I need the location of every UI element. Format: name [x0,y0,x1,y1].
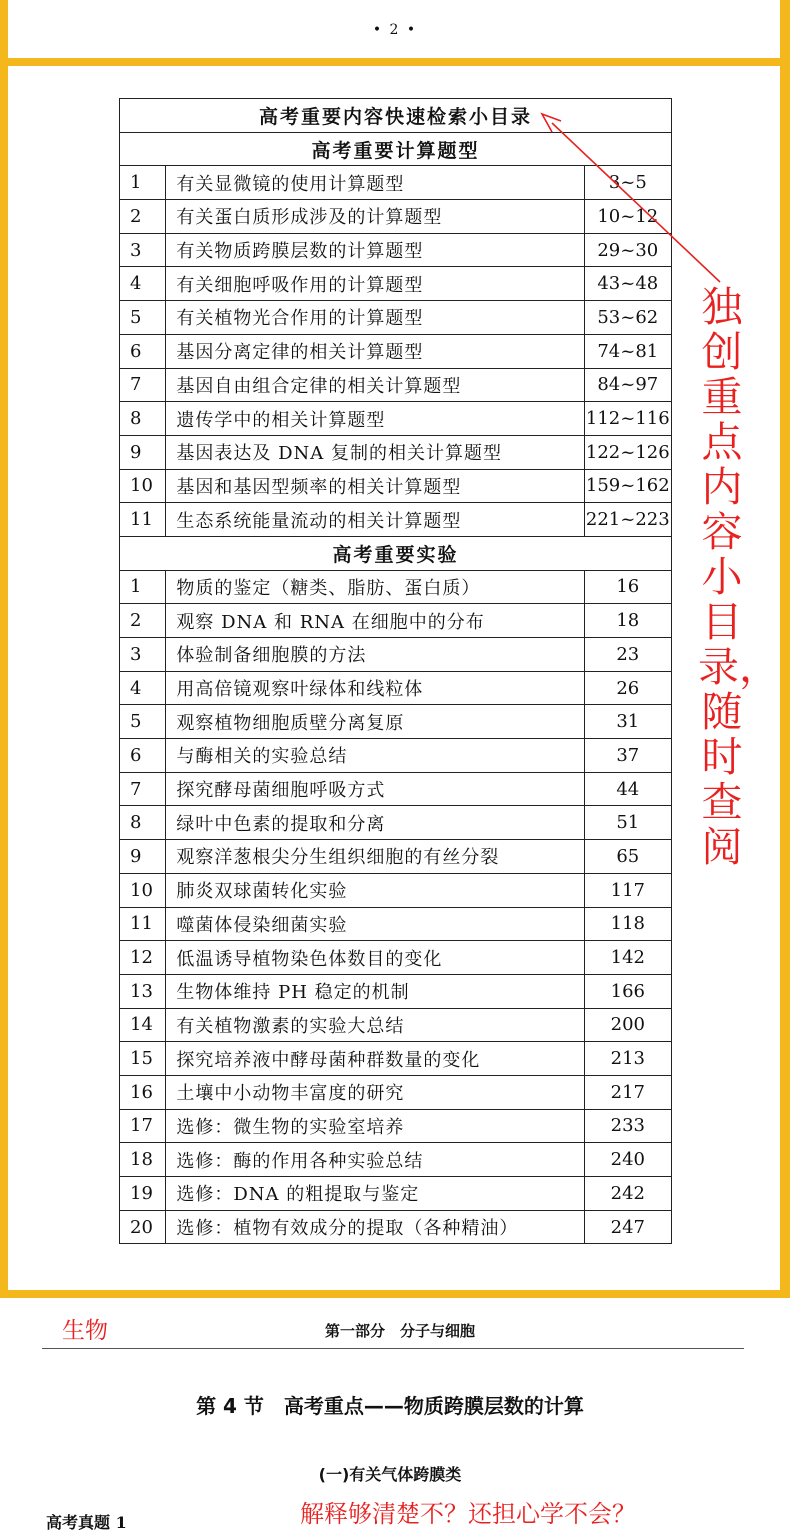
toc-item-page: 16 [584,570,671,604]
toc-item-page: 213 [584,1042,671,1076]
toc-item-title: 生物体维持 PH 稳定的机制 [166,974,584,1008]
toc-item-title: 低温诱导植物染色体数目的变化 [166,941,584,975]
toc-item-number: 7 [120,772,166,806]
toc-item-number: 1 [120,166,166,200]
toc-item-page: 159~162 [584,469,671,503]
toc-item-page: 166 [584,974,671,1008]
toc-item-title: 观察洋葱根尖分生组织细胞的有丝分裂 [166,840,584,874]
toc-item-page: 217 [584,1075,671,1109]
toc-item-number: 9 [120,840,166,874]
toc-item-number: 9 [120,435,166,469]
toc-item-number: 3 [120,233,166,267]
header-rule [42,1348,744,1349]
toc-item-title: 体验制备细胞膜的方法 [166,638,584,672]
toc-item-title: 肺炎双球菌转化实验 [166,873,584,907]
toc-item-number: 13 [120,974,166,1008]
toc-item-page: 242 [584,1177,671,1211]
toc-item-title: 选修：DNA 的粗提取与鉴定 [166,1177,584,1211]
toc-item-number: 19 [120,1177,166,1211]
toc-item-title: 用高倍镜观察叶绿体和线粒体 [166,671,584,705]
toc-item-number: 17 [120,1109,166,1143]
toc-item-page: 18 [584,604,671,638]
toc-item-number: 4 [120,671,166,705]
toc-item-title: 选修：酶的作用各种实验总结 [166,1143,584,1177]
toc-item-title: 探究培养液中酵母菌种群数量的变化 [166,1042,584,1076]
toc-item-number: 8 [120,402,166,436]
toc-item-number: 10 [120,873,166,907]
toc-item-page: 118 [584,907,671,941]
toc-item-title: 生态系统能量流动的相关计算题型 [166,503,584,537]
toc-item-page: 51 [584,806,671,840]
toc-item-page: 53~62 [584,301,671,335]
toc-item-number: 12 [120,941,166,975]
toc-item-page: 200 [584,1008,671,1042]
toc-item-title: 土壤中小动物丰富度的研究 [166,1075,584,1109]
toc-item-title: 有关细胞呼吸作用的计算题型 [166,267,584,301]
toc-item-page: 122~126 [584,435,671,469]
toc-item-page: 26 [584,671,671,705]
toc-item-page: 221~223 [584,503,671,537]
toc-item-page: 112~116 [584,402,671,436]
toc-item-title: 基因表达及 DNA 复制的相关计算题型 [166,435,584,469]
toc-item-title: 基因和基因型频率的相关计算题型 [166,469,584,503]
toc-item-page: 74~81 [584,334,671,368]
toc-item-number: 5 [120,705,166,739]
toc-item-title: 与酶相关的实验总结 [166,739,584,773]
toc-item-number: 11 [120,503,166,537]
toc-item-number: 10 [120,469,166,503]
side-annotation: 独创重点内容小目录，随时查阅 [698,283,780,871]
toc-item-number: 2 [120,200,166,234]
toc-main-title: 高考重要内容快速检索小目录 [120,99,672,133]
toc-item-title: 物质的鉴定（糖类、脂肪、蛋白质） [166,570,584,604]
subject-tag: 生物 [62,1318,108,1344]
toc-item-page: 37 [584,739,671,773]
toc-item-page: 65 [584,840,671,874]
toc-item-title: 有关植物激素的实验大总结 [166,1008,584,1042]
toc-item-page: 233 [584,1109,671,1143]
toc-item-page: 240 [584,1143,671,1177]
toc-section-heading: 高考重要实验 [120,536,672,570]
toc-item-title: 绿叶中色素的提取和分离 [166,806,584,840]
toc-item-number: 3 [120,638,166,672]
toc-item-page: 23 [584,638,671,672]
toc-item-title: 有关蛋白质形成涉及的计算题型 [166,200,584,234]
toc-item-number: 5 [120,301,166,335]
part-title: 第一部分 分子与细胞 [324,1322,475,1340]
toc-item-number: 15 [120,1042,166,1076]
toc-item-title: 选修：植物有效成分的提取（各种精油） [166,1210,584,1244]
toc-item-number: 2 [120,604,166,638]
toc-item-title: 遗传学中的相关计算题型 [166,402,584,436]
toc-item-number: 6 [120,334,166,368]
toc-item-number: 7 [120,368,166,402]
toc-item-number: 11 [120,907,166,941]
toc-item-page: 44 [584,772,671,806]
toc-item-page: 31 [584,705,671,739]
toc-item-title: 有关植物光合作用的计算题型 [166,301,584,335]
toc-item-page: 10~12 [584,200,671,234]
toc-section-heading: 高考重要计算题型 [120,132,672,166]
toc-item-number: 1 [120,570,166,604]
toc-item-title: 噬菌体侵染细菌实验 [166,907,584,941]
section-title: 第 4 节 高考重点——物质跨膜层数的计算 [196,1394,584,1418]
toc-item-page: 29~30 [584,233,671,267]
toc-item-page: 43~48 [584,267,671,301]
page-preview [0,1298,790,1535]
toc-item-title: 基因分离定律的相关计算题型 [166,334,584,368]
toc-item-number: 4 [120,267,166,301]
toc-item-title: 探究酵母菌细胞呼吸方式 [166,772,584,806]
sub-title: (一)有关气体跨膜类 [318,1465,462,1484]
toc-item-number: 8 [120,806,166,840]
toc-item-page: 84~97 [584,368,671,402]
toc-item-page: 142 [584,941,671,975]
toc-item-title: 选修：微生物的实验室培养 [166,1109,584,1143]
toc-item-number: 14 [120,1008,166,1042]
toc-item-title: 有关显微镜的使用计算题型 [166,166,584,200]
toc-item-number: 6 [120,739,166,773]
toc-item-page: 117 [584,873,671,907]
page-number: • 2 • [372,22,418,38]
toc-item-title: 有关物质跨膜层数的计算题型 [166,233,584,267]
toc-item-title: 观察植物细胞质壁分离复原 [166,705,584,739]
toc-item-title: 观察 DNA 和 RNA 在细胞中的分布 [166,604,584,638]
toc-item-title: 基因自由组合定律的相关计算题型 [166,368,584,402]
toc-item-number: 18 [120,1143,166,1177]
toc-item-number: 16 [120,1075,166,1109]
bottom-annotation: 解释够清楚不？还担心学不会？ [300,1500,636,1528]
toc-item-number: 20 [120,1210,166,1244]
toc-item-page: 3~5 [584,166,671,200]
exam-label: 高考真题 1 [46,1513,127,1532]
toc-item-page: 247 [584,1210,671,1244]
